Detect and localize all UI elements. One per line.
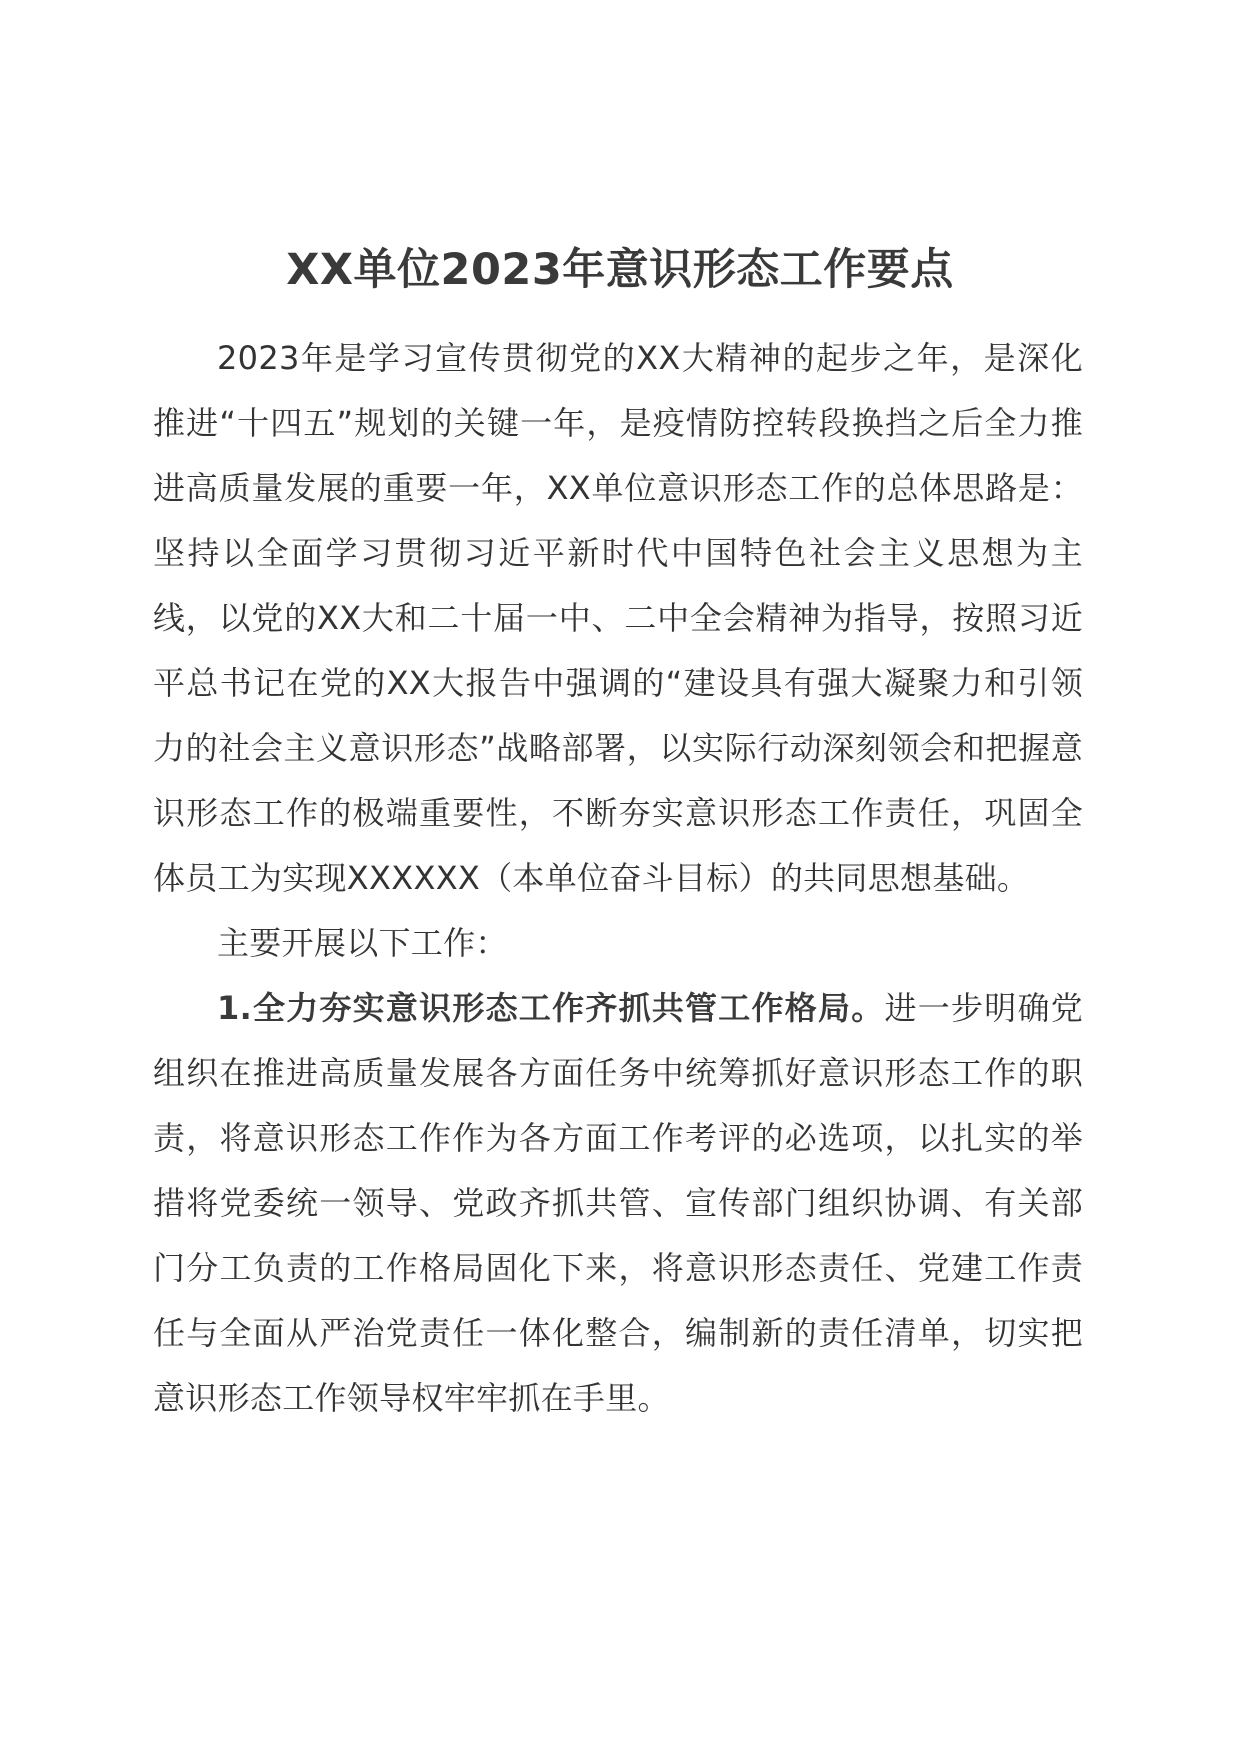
intro-paragraph — [153, 326, 1083, 911]
document-title: XX单位2023年意识形态工作要点 — [286, 245, 954, 295]
item-1-heading: 1.全力夯实意识形态工作齐抓共管工作格局。 — [217, 989, 885, 1027]
item-1-paragraph — [153, 976, 1083, 1431]
work-intro-paragraph-text: 主要开展以下工作： — [217, 924, 508, 962]
intro-paragraph-text: 2023年是学习宣传贯彻党的XX大精神的起步之年，是深化推进“十四五”规划的关键一年，是疫情防控转段换挡之后全力推进高质量发展的重要一年，XX单位意识形态工作的总体思路是：坚持以全面学习贯彻习近平新时代中国特色社会主义思想为主线，以党的XX大和二十届一中、二中全会精神为指导，按照习近平总书记在党的XX大报告中强调的“建设具有强大凝聚力和引领力的社会主义意识形态”战略部署，以实际行动深刻领会和把握意识形态工作的极端重要性，不断夯实意识形态工作责任，巩固全体员工为实现XXXXXX（本单位奋斗目标）的共同思想基础。 — [153, 339, 1083, 897]
item-1-text: 进一步明确党组织在推进高质量发展各方面任务中统筹抓好意识形态工作的职责，将意识形态工作作为各方面工作考评的必选项，以扎实的举措将党委统一领导、党政齐抓共管、宣传部门组织协调、有关部门分工负责的工作格局固化下来，将意识形态责任、党建工作责任与全面从严治党责任一体化整合，编制新的责任清单，切实把意识形态工作领导权牢牢抓在手里。 — [153, 989, 1083, 1417]
work-intro-paragraph — [153, 911, 1083, 976]
document-body — [153, 326, 1083, 1431]
